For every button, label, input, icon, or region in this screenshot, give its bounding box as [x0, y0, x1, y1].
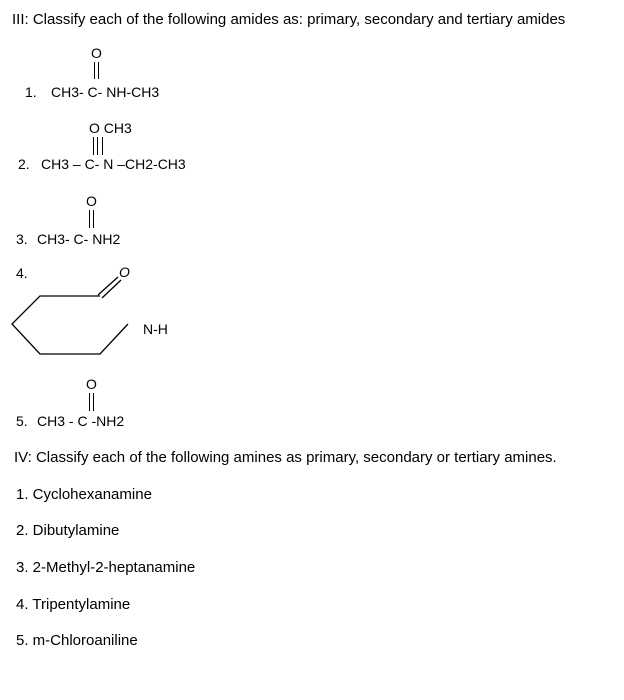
amine-item-2: 2. Dibutylamine	[16, 522, 120, 539]
item-2-number: 2.	[18, 156, 30, 172]
item-1-oxygen: O	[91, 45, 102, 61]
item-3-oxygen: O	[86, 193, 97, 209]
item-5-double-bond-right	[93, 393, 94, 411]
section-3-heading: III: Classify each of the following amides as: primary, secondary and tertiary amides	[12, 11, 566, 28]
amine-item-4: 4. Tripentylamine	[16, 596, 131, 613]
item-5-formula: CH3 - C -NH2	[37, 413, 125, 429]
item-2-top-groups: O CH3	[89, 120, 132, 136]
item-2-formula: CH3 – C- N –CH2-CH3	[41, 156, 186, 172]
item-5-number: 5.	[16, 413, 28, 429]
item-5-double-bond-left	[89, 393, 90, 411]
amine-item-1: 1. Cyclohexanamine	[16, 486, 152, 503]
item-5-oxygen: O	[86, 376, 97, 392]
item-1-number: 1.	[25, 84, 37, 100]
item-1-formula: CH3- C- NH-CH3	[51, 84, 160, 100]
amine-item-5: 5. m-Chloroaniline	[16, 632, 138, 649]
item-4-oxygen: O	[119, 264, 130, 280]
item-3-number: 3.	[16, 231, 28, 247]
amine-item-3: 3. 2-Methyl-2-heptanamine	[16, 559, 196, 576]
item-4-nh-label: N-H	[143, 321, 168, 337]
item-3-formula: CH3- C- NH2	[37, 231, 121, 247]
section-4-heading: IV: Classify each of the following amines as primary, secondary or tertiary amines.	[14, 449, 557, 466]
item-4-number: 4.	[16, 265, 28, 281]
